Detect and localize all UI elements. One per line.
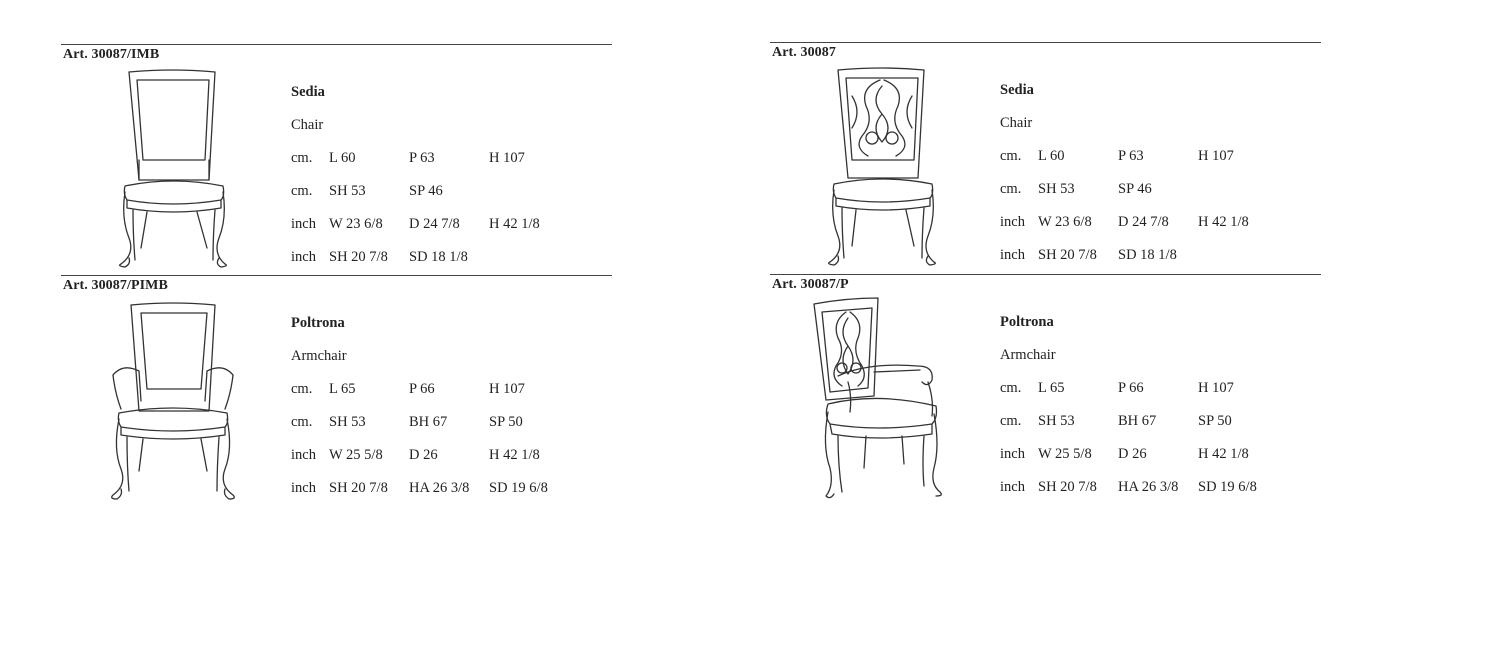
dimension-value: SD 19 6/8 — [1198, 479, 1257, 495]
dimension-value: SH 20 7/8 — [1038, 247, 1097, 263]
unit-label: inch — [291, 480, 316, 496]
dimension-value: H 107 — [1198, 380, 1234, 396]
dimension-value: W 23 6/8 — [1038, 214, 1092, 230]
unit-label: cm. — [1000, 413, 1022, 429]
dimension-value: SD 19 6/8 — [489, 480, 548, 496]
dimension-value: D 24 7/8 — [1118, 214, 1169, 230]
dimension-value: H 42 1/8 — [489, 447, 540, 463]
unit-label: cm. — [291, 183, 313, 199]
dimension-value: SP 46 — [409, 183, 443, 199]
dimension-value: D 26 — [1118, 446, 1147, 462]
dimension-value: D 26 — [409, 447, 438, 463]
dimension-value: H 42 1/8 — [1198, 446, 1249, 462]
dimension-value: HA 26 3/8 — [1118, 479, 1179, 495]
unit-label: inch — [1000, 479, 1025, 495]
dimension-value: BH 67 — [409, 414, 448, 430]
dimension-value: P 66 — [409, 381, 435, 397]
unit-label: inch — [1000, 247, 1025, 263]
dimension-value: L 60 — [329, 150, 356, 166]
dimension-value: HA 26 3/8 — [409, 480, 470, 496]
scroll-back-chair-drawing-icon — [822, 66, 942, 266]
article-code: Art. 30087 — [772, 45, 836, 60]
dimension-value: SD 18 1/8 — [1118, 247, 1177, 263]
section-divider — [61, 44, 612, 45]
unit-label: inch — [1000, 214, 1025, 230]
unit-label: cm. — [1000, 148, 1022, 164]
dimension-value: BH 67 — [1118, 413, 1157, 429]
dimension-value: P 63 — [409, 150, 435, 166]
dimension-value: H 42 1/8 — [1198, 214, 1249, 230]
dimension-value: SP 50 — [1198, 413, 1232, 429]
dimension-value: L 60 — [1038, 148, 1065, 164]
product-name-english: Chair — [1000, 115, 1033, 131]
article-code: Art. 30087/P — [772, 277, 849, 292]
dimension-value: SH 20 7/8 — [1038, 479, 1097, 495]
product-name-italian: Sedia — [1000, 82, 1034, 98]
upholstered-chair-drawing-icon — [113, 68, 233, 268]
dimension-value: H 107 — [489, 150, 525, 166]
unit-label: cm. — [291, 150, 313, 166]
dimension-value: H 42 1/8 — [489, 216, 540, 232]
product-name-english: Armchair — [291, 348, 347, 364]
unit-label: inch — [291, 447, 316, 463]
unit-label: cm. — [1000, 181, 1022, 197]
dimension-value: SH 53 — [1038, 181, 1075, 197]
dimension-value: SH 53 — [329, 414, 366, 430]
dimension-value: W 25 5/8 — [329, 447, 383, 463]
unit-label: cm. — [291, 414, 313, 430]
unit-label: inch — [291, 216, 316, 232]
product-name-italian: Sedia — [291, 84, 325, 100]
dimension-value: L 65 — [329, 381, 356, 397]
dimension-value: P 63 — [1118, 148, 1144, 164]
unit-label: inch — [1000, 446, 1025, 462]
dimension-value: H 107 — [489, 381, 525, 397]
dimension-value: SH 20 7/8 — [329, 480, 388, 496]
dimension-value: SD 18 1/8 — [409, 249, 468, 265]
scroll-back-armchair-drawing-icon — [808, 296, 954, 500]
unit-label: cm. — [1000, 380, 1022, 396]
product-name-english: Chair — [291, 117, 324, 133]
dimension-value: W 25 5/8 — [1038, 446, 1092, 462]
dimension-value: D 24 7/8 — [409, 216, 460, 232]
section-divider — [770, 274, 1321, 275]
product-name-italian: Poltrona — [291, 315, 345, 331]
upholstered-armchair-drawing-icon — [109, 301, 237, 501]
dimension-value: SP 46 — [1118, 181, 1152, 197]
product-block-30087-pimb — [61, 275, 612, 505]
dimension-value: L 65 — [1038, 380, 1065, 396]
dimension-value: SH 53 — [329, 183, 366, 199]
unit-label: cm. — [291, 381, 313, 397]
dimension-value: SH 20 7/8 — [329, 249, 388, 265]
article-code: Art. 30087/IMB — [63, 47, 160, 62]
unit-label: inch — [291, 249, 316, 265]
dimension-value: P 66 — [1118, 380, 1144, 396]
section-divider — [61, 275, 612, 276]
article-code: Art. 30087/PIMB — [63, 278, 168, 293]
product-block-30087 — [770, 42, 1321, 272]
product-block-30087-p — [770, 274, 1321, 504]
product-name-english: Armchair — [1000, 347, 1056, 363]
dimension-value: H 107 — [1198, 148, 1234, 164]
dimension-value: SH 53 — [1038, 413, 1075, 429]
product-name-italian: Poltrona — [1000, 314, 1054, 330]
dimension-value: W 23 6/8 — [329, 216, 383, 232]
section-divider — [770, 42, 1321, 43]
product-block-30087-imb — [61, 44, 612, 274]
dimension-value: SP 50 — [489, 414, 523, 430]
